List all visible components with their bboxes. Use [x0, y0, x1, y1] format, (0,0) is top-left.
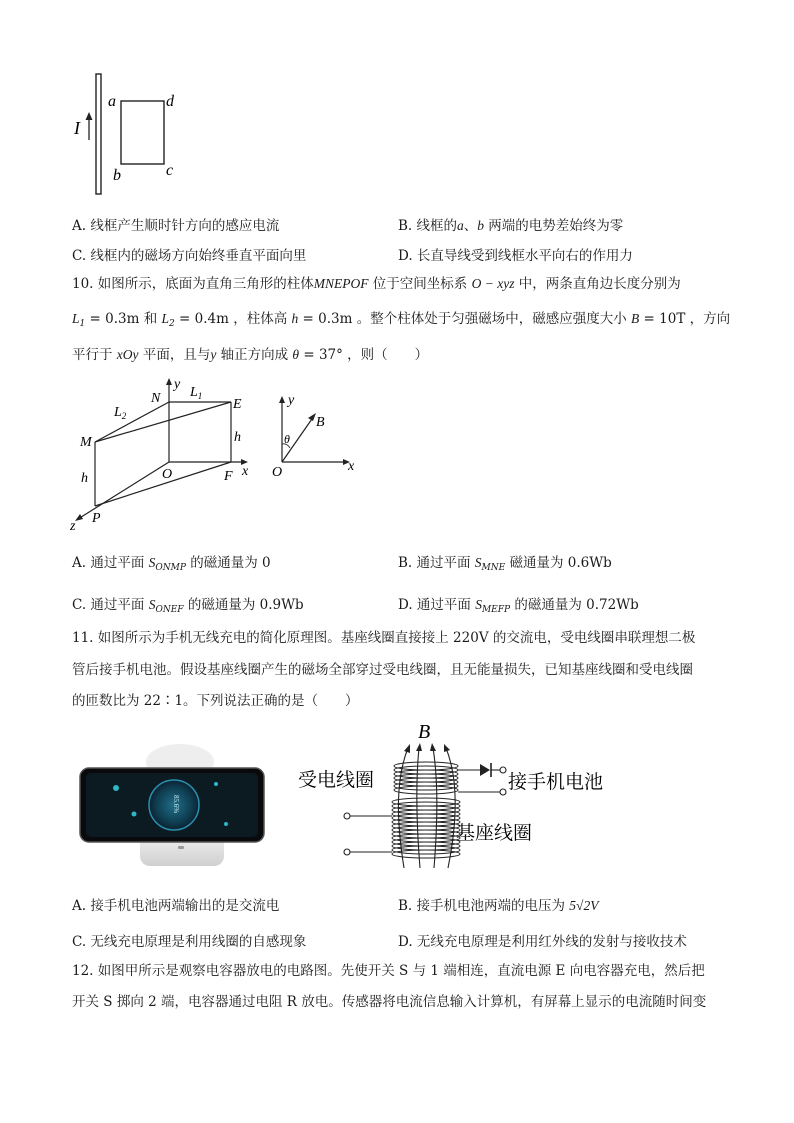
q10-od-S: S: [475, 597, 482, 612]
q11-line-1: 11. 如图所示为手机无线充电的简化原理图。基座线圈直接接上 220V 的交流电，受电线圈串联理想二极: [72, 630, 696, 646]
q9-option-b-prefix: B. 线框的: [398, 218, 458, 234]
label-y: y: [174, 377, 181, 392]
q10-L2-sub: 2: [169, 319, 175, 329]
q10-l1-post: 中，两条直角边长度分别为: [514, 276, 681, 292]
q11-line-3: 的匝数比为 22∶1。下列说法正确的是（ ）: [72, 693, 359, 709]
small-y-axis-arrow: [279, 396, 285, 403]
q9-option-b-suffix: 两端的电势差始终为零: [484, 218, 624, 234]
q10-ob-sub: MNE: [481, 563, 506, 573]
label-h-right: h: [234, 430, 241, 445]
q9-figure: [70, 70, 210, 200]
label-L1: $L_1$: [190, 385, 203, 401]
charger-led: [178, 846, 184, 849]
q10-line-2: [72, 309, 730, 334]
q11-option-d[interactable]: D. 无线充电原理是利用红外线的发射与接收技术: [398, 934, 687, 950]
label-F: F: [224, 469, 233, 484]
base-coil: [392, 798, 460, 858]
q10-oc-sub: ONEF: [155, 605, 184, 615]
charging-percent: 85.6%: [172, 794, 180, 814]
q10-field-direction-figure: [268, 388, 368, 480]
label-z: z: [70, 519, 76, 534]
q10-option-d[interactable]: [398, 593, 639, 615]
q10-ob-post: 磁通量为 0.6Wb: [505, 555, 612, 571]
long-wire: [96, 74, 101, 194]
field-line-arrow: [416, 743, 422, 751]
q10-l3-post: = 37° ，则（ ）: [299, 347, 429, 363]
q10-oc-S: S: [148, 597, 156, 612]
q11-ob-pre: B. 接手机电池两端的电压为: [398, 898, 570, 914]
q10-option-b[interactable]: [398, 551, 612, 573]
q10-eq4: = 10T ，方向: [639, 311, 731, 327]
q10-ob-S: S: [474, 555, 482, 570]
q10-ob-pre: B. 通过平面: [398, 555, 475, 571]
q10-oa-S: S: [148, 555, 156, 570]
y-axis-arrow: [166, 378, 172, 385]
z-axis-arrow: [75, 514, 83, 521]
q9-option-b-a: a: [457, 218, 464, 233]
q9-option-a[interactable]: A. 线框产生顺时针方向的感应电流: [72, 218, 280, 234]
q10-l3-mid2: 轴正方向成: [216, 347, 293, 363]
terminal: [500, 789, 506, 795]
label-battery: 接手机电池: [508, 772, 604, 793]
label-N: N: [151, 391, 161, 406]
q10-L1: L: [72, 311, 80, 326]
small-label-O: O: [272, 465, 283, 480]
q10-oc-post: 的磁通量为 0.9Wb: [183, 597, 304, 613]
label-h-left: h: [81, 471, 88, 486]
q10-line-1: [72, 274, 681, 294]
q12-line-1: 12. 如图甲所示是观察电容器放电的电路图。先使开关 S 与 1 端相连，直流电源 E 向电容器充电，然后把: [72, 963, 705, 979]
small-label-B: B: [316, 415, 325, 430]
label-c: c: [166, 162, 174, 179]
q10-oc-pre: C. 通过平面: [72, 597, 149, 613]
q10-l3-theta: θ: [292, 347, 300, 362]
q10-B: B: [631, 311, 640, 326]
q10-eq2: = 0.4m ，柱体高: [174, 311, 292, 327]
q10-L2: L: [161, 311, 170, 326]
q12-line-2: 开关 S 掷向 2 端，电容器通过电阻 R 放电。传感器将电流信息输入计算机，有屏幕上显示的电流随时间变: [72, 994, 707, 1010]
q11-option-b[interactable]: [398, 894, 598, 914]
field-line-arrow: [430, 743, 436, 751]
q9-option-d[interactable]: D. 长直导线受到线框水平向右的作用力: [398, 248, 633, 264]
q10-l1-mid: 位于空间坐标系: [368, 276, 472, 292]
label-B: B: [418, 721, 431, 743]
wireless-charging-diagram: [296, 718, 626, 878]
terminal: [500, 767, 506, 773]
small-label-theta: θ: [284, 432, 290, 446]
label-P: P: [92, 511, 101, 526]
q10-l1-pre: 10. 如图所示，底面为直角三角形的柱体: [72, 276, 314, 292]
q11-option-a[interactable]: A. 接手机电池两端输出的是交流电: [72, 898, 280, 914]
q10-oa-sub: ONMP: [155, 563, 186, 573]
label-O: O: [162, 467, 173, 482]
label-d: d: [166, 93, 174, 110]
current-arrow-head: [86, 112, 93, 120]
label-x: x: [242, 464, 249, 479]
field-line: [398, 748, 408, 868]
bubble: [113, 785, 119, 791]
bubble: [214, 782, 218, 786]
q10-l3-y: y: [210, 347, 217, 362]
label-L2: $L_2$: [114, 405, 127, 421]
q10-l1-name: MNEPOF: [313, 276, 369, 291]
label-M: M: [80, 435, 92, 450]
q10-L1-sub: 1: [79, 319, 86, 329]
terminal: [344, 813, 350, 819]
bubble: [132, 812, 137, 817]
q10-option-c[interactable]: [72, 593, 304, 615]
edge-NM: [95, 402, 169, 442]
q10-l3-mid: 平面，且与: [138, 347, 211, 363]
q10-option-a[interactable]: [72, 551, 271, 573]
q10-eq3: = 0.3m 。整个柱体处于匀强磁场中，磁感应强度大小: [298, 311, 631, 327]
q10-od-sub: MEFP: [481, 605, 511, 615]
q11-option-c[interactable]: C. 无线充电原理是利用线圈的自感现象: [72, 934, 307, 950]
q10-l3-xoy: xOy: [116, 347, 139, 362]
q10-line-3: [72, 345, 428, 365]
bubble: [224, 822, 228, 826]
q10-oa-post: 的磁通量为 0: [185, 555, 271, 571]
q10-oa-pre: A. 通过平面: [72, 555, 149, 571]
q9-option-c[interactable]: C. 线框内的磁场方向始终垂直平面向里: [72, 248, 307, 264]
q9-option-b-mid: 、: [463, 218, 478, 234]
label-b: b: [113, 167, 121, 184]
q11-line-2: 管后接手机电池。假设基座线圈产生的磁场全部穿过受电线圈，且无能量损失，已知基座线圈和受电线圈: [72, 662, 693, 678]
field-line-arrow: [444, 744, 450, 752]
q9-option-b[interactable]: [398, 214, 623, 234]
label-a: a: [108, 93, 116, 110]
q10-prism-figure: [66, 374, 266, 536]
q10-l1-sys: O − xyz: [471, 276, 515, 291]
wire-frame: [121, 101, 164, 164]
q10-h: h: [291, 311, 299, 326]
q11-ob-val: 5√2V: [569, 898, 599, 913]
receive-coil: [394, 762, 458, 794]
field-line-arrow: [404, 744, 410, 753]
field-B-arrow: [308, 413, 316, 421]
label-base-coil: 基座线圈: [456, 823, 533, 844]
q10-od-pre: D. 通过平面: [398, 597, 476, 613]
label-E: E: [233, 397, 242, 412]
q10-od-post: 的磁通量为 0.72Wb: [510, 597, 639, 613]
terminal: [344, 849, 350, 855]
label-I: I: [74, 118, 80, 138]
q10-eq1: = 0.3m 和: [85, 311, 162, 327]
label-receive-coil: 受电线圈: [298, 770, 375, 791]
small-label-x: x: [348, 459, 355, 474]
small-label-y: y: [288, 393, 295, 408]
diode-triangle: [480, 764, 490, 776]
q9-option-b-b: b: [477, 218, 485, 233]
q10-l3-pre: 平行于: [72, 347, 117, 363]
phone-charger-photo: [76, 744, 268, 872]
